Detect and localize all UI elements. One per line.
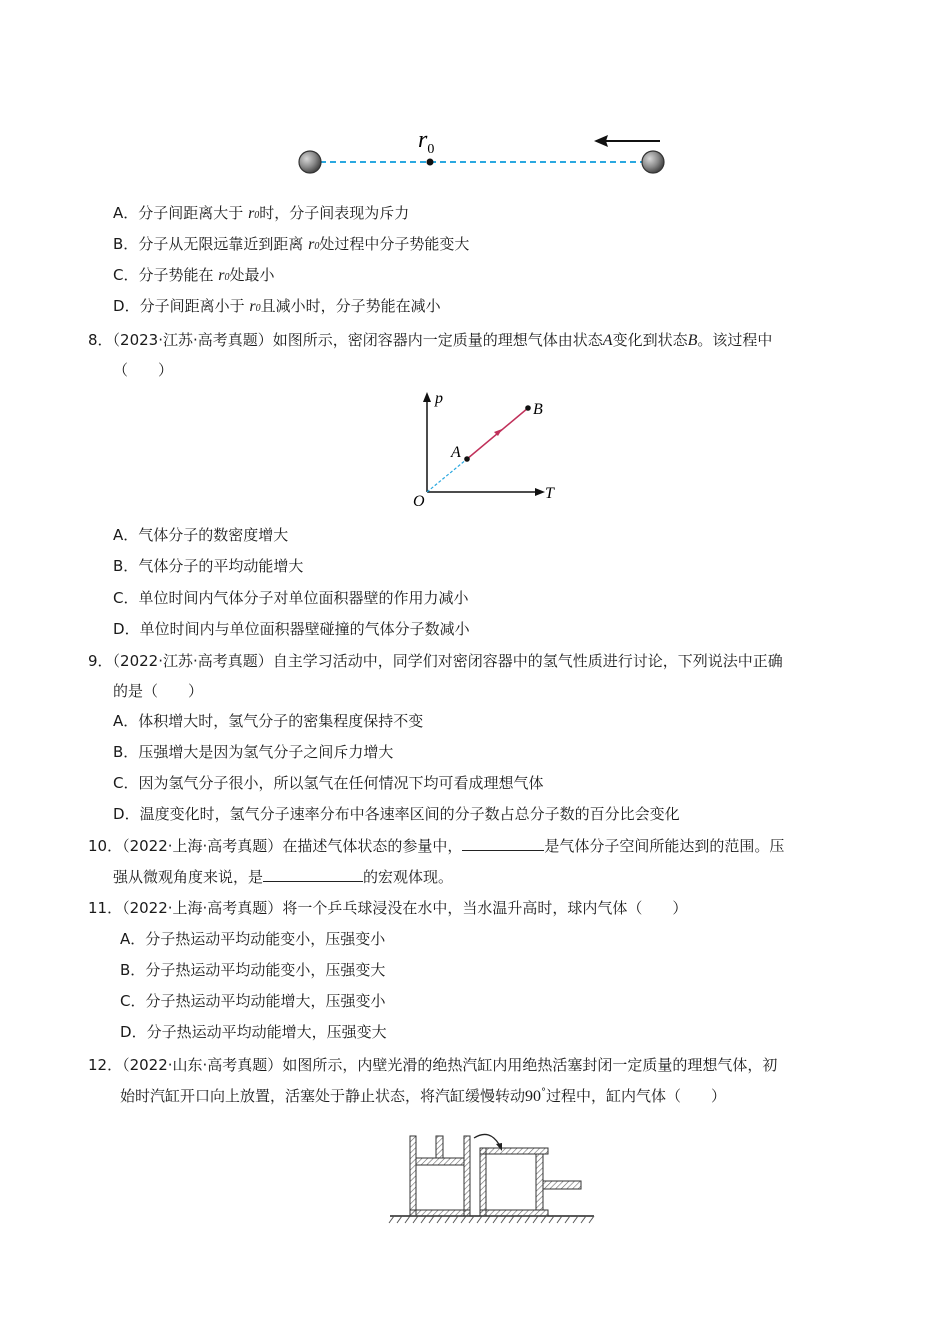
- origin-label: O: [413, 493, 425, 510]
- dashed-extension: [427, 459, 467, 492]
- point-b-label: B: [533, 401, 543, 418]
- q10-blank-2[interactable]: [263, 867, 363, 882]
- q7-option-a[interactable]: A．分子间距离大于 r0时，分子间表现为斥力: [113, 204, 410, 222]
- right-molecule: [642, 151, 664, 173]
- x-axis-arrow-icon: [535, 488, 545, 496]
- point-b: [525, 405, 531, 411]
- rotated-piston-rod: [543, 1181, 581, 1189]
- rotated-cylinder: [480, 1148, 581, 1216]
- molecule-diagram: [290, 125, 680, 185]
- cylinder-diagram: [388, 1124, 598, 1226]
- q9-option-c[interactable]: C．因为氢气分子很小，所以氢气在任何情况下均可看成理想气体: [113, 774, 544, 792]
- q7-option-c[interactable]: C．分子势能在 r0处最小: [113, 266, 275, 284]
- upright-piston-rod: [436, 1136, 443, 1158]
- x-axis-label: T: [545, 485, 554, 502]
- point-a: [464, 456, 470, 462]
- q8-option-c[interactable]: C．单位时间内气体分子对单位面积器壁的作用力减小: [113, 589, 469, 607]
- q11-option-b[interactable]: B．分子热运动平均动能变小，压强变大: [120, 961, 386, 979]
- q7-option-b[interactable]: B．分子从无限远靠近到距离 r0处过程中分子势能变大: [113, 235, 470, 253]
- r0-label: $r_0$: [418, 127, 435, 157]
- q9-stem: 9．（2022·江苏·高考真题）自主学习活动中，同学们对密闭容器中的氢气性质进行讨论，下列说法中正确: [88, 652, 783, 670]
- upright-cylinder: [410, 1136, 470, 1216]
- q8-option-d[interactable]: D．单位时间内与单位面积器壁碰撞的气体分子数减小: [113, 620, 470, 638]
- pt-graph: [405, 388, 565, 510]
- q7-option-d[interactable]: D．分子间距离小于 r0且减小时，分子势能在减小: [113, 297, 441, 315]
- left-arrow-icon: [594, 135, 608, 147]
- q8-stem: 8．（2023·江苏·高考真题）如图所示，密闭容器内一定质量的理想气体由状态A变化到状态B。该过程中: [88, 331, 773, 349]
- q11-option-d[interactable]: D．分子热运动平均动能增大，压强变大: [120, 1023, 387, 1041]
- rotated-piston: [536, 1154, 543, 1210]
- point-a-label: A: [451, 444, 461, 461]
- q9-stem-line2: 的是（ ）: [113, 682, 204, 700]
- q9-option-b[interactable]: B．压强增大是因为氢气分子之间斥力增大: [113, 743, 394, 761]
- r0-point: [427, 159, 434, 166]
- q8-option-a[interactable]: A．气体分子的数密度增大: [113, 526, 289, 544]
- q11-option-a[interactable]: A．分子热运动平均动能变小，压强变小: [120, 930, 386, 948]
- q11-stem: 11．（2022·上海·高考真题）将一个乒乓球浸没在水中，当水温升高时，球内气体（ ）: [88, 899, 688, 917]
- q11-option-c[interactable]: C．分子热运动平均动能增大，压强变小: [120, 992, 386, 1010]
- q10-stem: 10．（2022·上海·高考真题）在描述气体状态的参量中， 是气体分子空间所能达到的范围。压: [88, 837, 785, 855]
- q10-blank-1[interactable]: [462, 836, 544, 851]
- q10-stem-line2: 强从微观角度来说，是 的宏观体现。: [113, 868, 454, 886]
- y-axis-arrow-icon: [423, 392, 431, 402]
- left-molecule: [299, 151, 321, 173]
- q9-option-a[interactable]: A．体积增大时，氢气分子的密集程度保持不变: [113, 712, 424, 730]
- upright-piston: [416, 1158, 464, 1165]
- q8-stem-line2: （ ）: [113, 361, 174, 379]
- rotation-arrow: [474, 1134, 500, 1146]
- q8-option-b[interactable]: B．气体分子的平均动能增大: [113, 557, 304, 575]
- q12-stem: 12．（2022·山东·高考真题）如图所示，内壁光滑的绝热汽缸内用绝热活塞封闭一定质量的理想气体，初: [88, 1056, 778, 1074]
- q9-option-d[interactable]: D．温度变化时，氢气分子速率分布中各速率区间的分子数占总分子数的百分比会变化: [113, 805, 680, 823]
- q12-stem-line2: 始时汽缸开口向上放置，活塞处于静止状态，将汽缸缓慢转动90°过程中，缸内气体（ ）: [120, 1087, 727, 1105]
- y-axis-label: p: [435, 390, 443, 407]
